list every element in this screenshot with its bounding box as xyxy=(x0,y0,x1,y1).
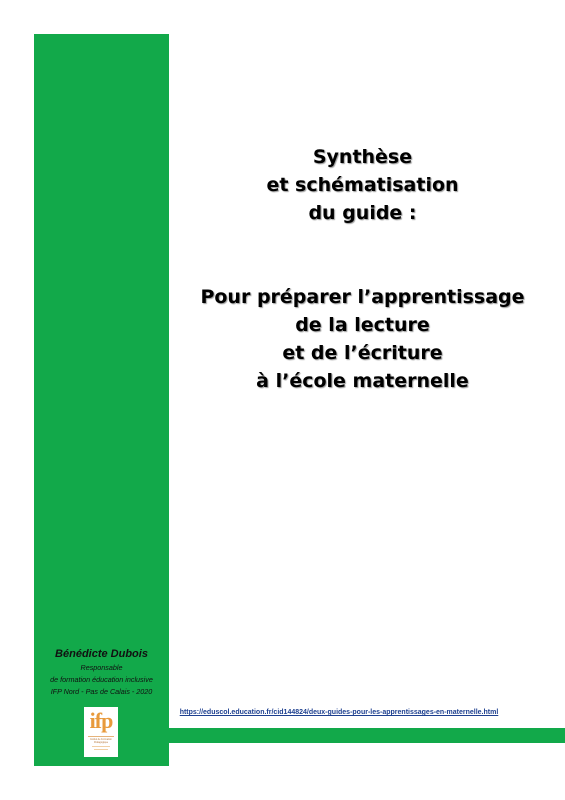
author-name: Bénédicte Dubois xyxy=(55,648,148,660)
logo-caption-line: Institut de Formation xyxy=(90,738,112,741)
ifp-logo xyxy=(84,707,118,757)
subtitle-line: de la lecture xyxy=(295,314,430,336)
author-organization: IFP Nord - Pas de Calais - 2020 xyxy=(50,687,153,696)
eduscol-guide-link[interactable]: https://eduscol.education.fr/cid144824/deux-guides-pour-les-apprentissages-en-maternelle.html xyxy=(179,709,499,716)
subtitle-line: à l’école maternelle xyxy=(256,370,469,392)
logo-divider xyxy=(88,736,114,737)
title-line: Synthèse xyxy=(312,146,413,168)
subtitle-line: et de l’écriture xyxy=(282,342,443,364)
ifp-logo-mark: ifp xyxy=(89,708,113,733)
logo-caption-line: Pédagogique xyxy=(93,741,109,744)
author-role: Responsable xyxy=(80,663,123,672)
bottom-green-stripe xyxy=(169,728,565,743)
document-title xyxy=(160,143,565,227)
document-subtitle xyxy=(160,283,565,395)
logo-divider xyxy=(92,746,110,747)
subtitle-line: Pour préparer l’apprentissage xyxy=(200,286,525,308)
logo-divider xyxy=(94,749,108,750)
author-role-detail: de formation éducation inclusive xyxy=(50,675,153,684)
author-block xyxy=(34,646,169,698)
title-line: du guide : xyxy=(308,202,417,224)
title-line: et schématisation xyxy=(266,174,459,196)
